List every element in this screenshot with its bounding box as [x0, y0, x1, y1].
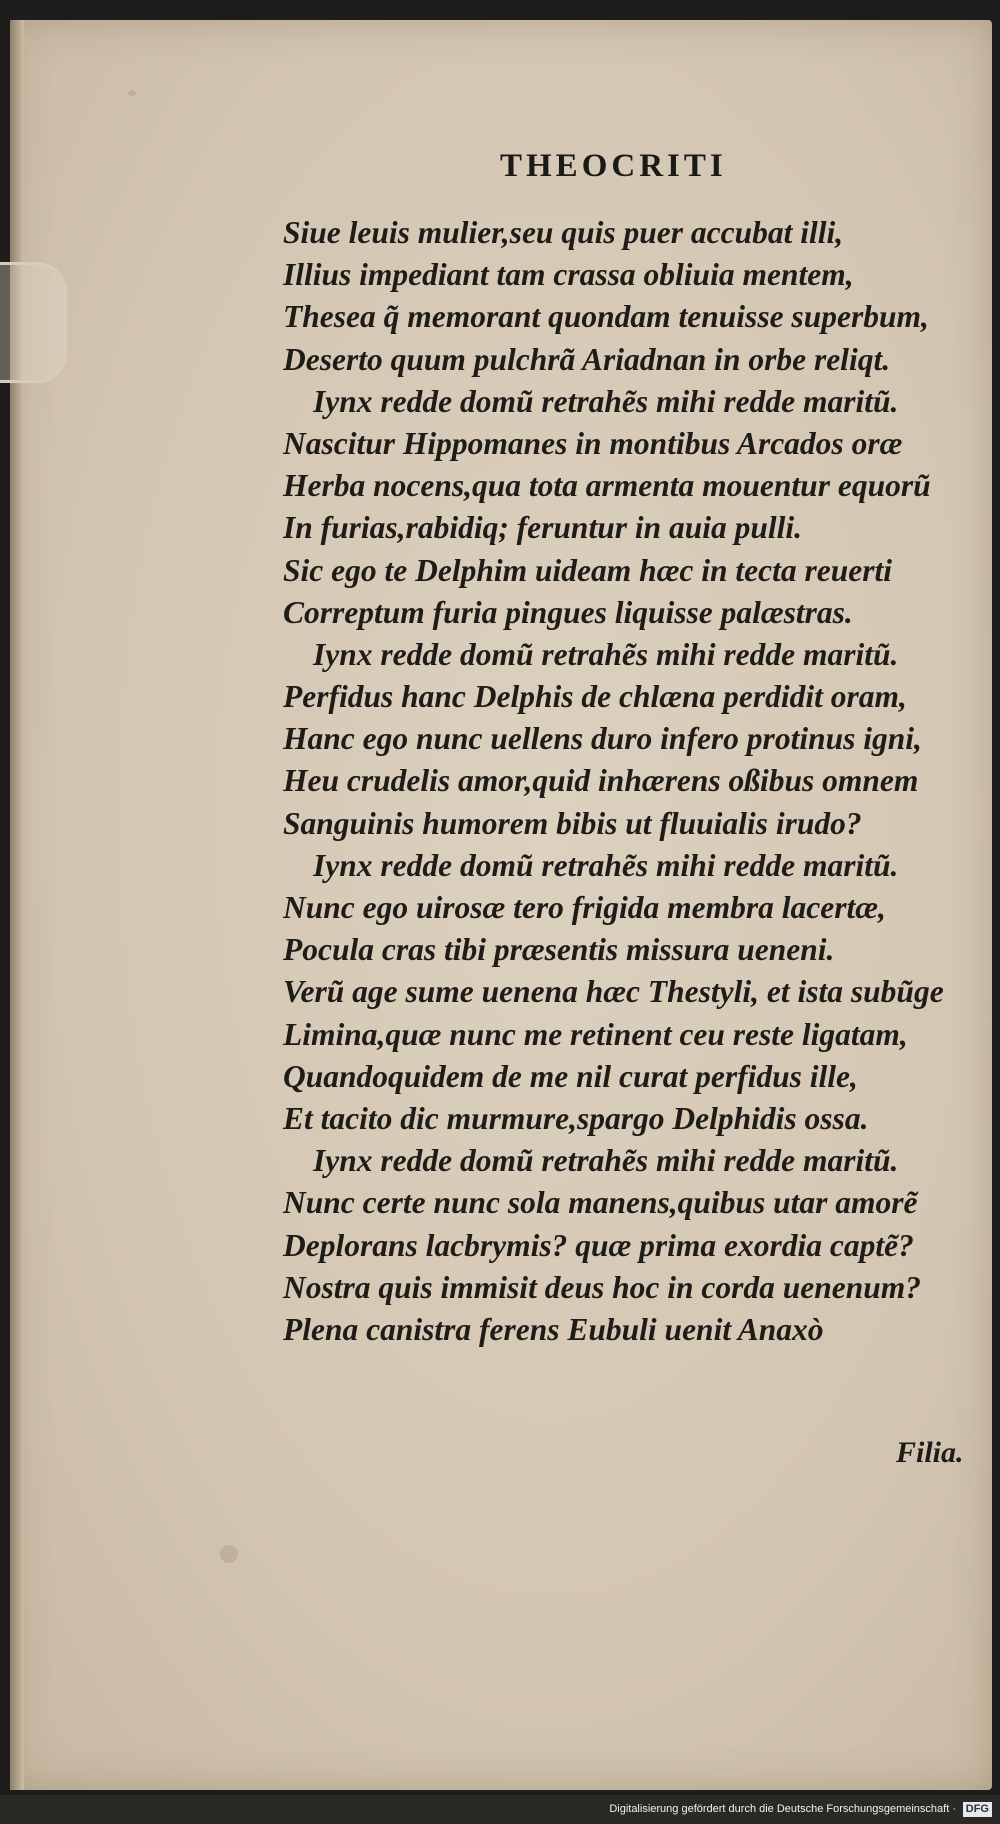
- verse-line: In furias,rabidiq; feruntur in auia pulli.: [283, 510, 803, 546]
- verse-line: Hanc ego nunc uellens duro infero protinus igni,: [283, 721, 922, 757]
- verse-line: Herba nocens,qua tota armenta mouentur equorũ: [283, 468, 931, 504]
- verse-line: Deplorans lacbrymis? quæ prima exordia captẽ?: [283, 1227, 914, 1263]
- verse-line: Plena canistra ferens Eubuli uenit Anaxò: [283, 1311, 824, 1347]
- verse-line: Correptum furia pingues liquisse palæstras.: [283, 594, 853, 630]
- verse-line: Sanguinis humorem bibis ut fluuialis irudo?: [283, 805, 862, 841]
- refrain-line: Iynx redde domũ retrahẽs mihi redde maritũ.: [313, 383, 899, 419]
- verse-line: Sic ego te Delphim uideam hæc in tecta reuerti: [283, 552, 892, 588]
- verse-line: Heu crudelis amor,quid inhærens oßibus omnem: [283, 763, 919, 799]
- verse-line: Perfidus hanc Delphis de chlæna perdidit oram,: [283, 679, 907, 715]
- verse-line: Nostra quis immisit deus hoc in corda uenenum?: [283, 1269, 921, 1305]
- verse-line: Deserto quum pulchrã Ariadnan in orbe reliqt.: [283, 341, 891, 377]
- catchword: Filia.: [896, 1436, 964, 1469]
- poem-text: [283, 212, 973, 1351]
- dfg-logo: DFG: [963, 1802, 992, 1817]
- verse-line: Nunc ego uirosæ tero frigida membra lacertæ,: [283, 890, 886, 925]
- verse-line: Limina,quæ nunc me retinent ceu reste ligatam,: [283, 1016, 908, 1052]
- page-fold-mark: [0, 262, 67, 383]
- verse-line: Verũ age sume uenena hæc Thestyli, et ista subũge: [283, 974, 944, 1010]
- digitization-credit: Digitalisierung gefördert durch die Deutsche Forschungsgemeinschaft ·: [609, 1803, 956, 1815]
- running-header: THEOCRITI: [500, 148, 727, 184]
- refrain-line: Iynx redde domũ retrahẽs mihi redde maritũ.: [313, 636, 899, 672]
- verse-line: Nunc certe nunc sola manens,quibus utar amorẽ: [283, 1185, 918, 1221]
- ink-stain: [128, 90, 136, 96]
- refrain-line: Iynx redde domũ retrahẽs mihi redde maritũ.: [313, 847, 899, 883]
- verse-line: Quandoquidem de me nil curat perfidus ille,: [283, 1058, 858, 1094]
- verse-line: Siue leuis mulier,seu quis puer accubat illi,: [283, 215, 844, 250]
- refrain-line: Iynx redde domũ retrahẽs mihi redde maritũ.: [313, 1143, 899, 1179]
- ink-stain: [220, 1545, 238, 1563]
- verse-line: Nascitur Hippomanes in montibus Arcados oræ: [283, 425, 903, 461]
- verse-line: Thesea q̃ memorant quondam tenuisse superbum,: [283, 299, 929, 335]
- verse-line: Illius impediant tam crassa obliuia mentem,: [283, 257, 854, 293]
- verse-line: Et tacito dic murmure,spargo Delphidis ossa.: [283, 1100, 869, 1136]
- verse-line: Pocula cras tibi præsentis missura ueneni.: [283, 932, 835, 968]
